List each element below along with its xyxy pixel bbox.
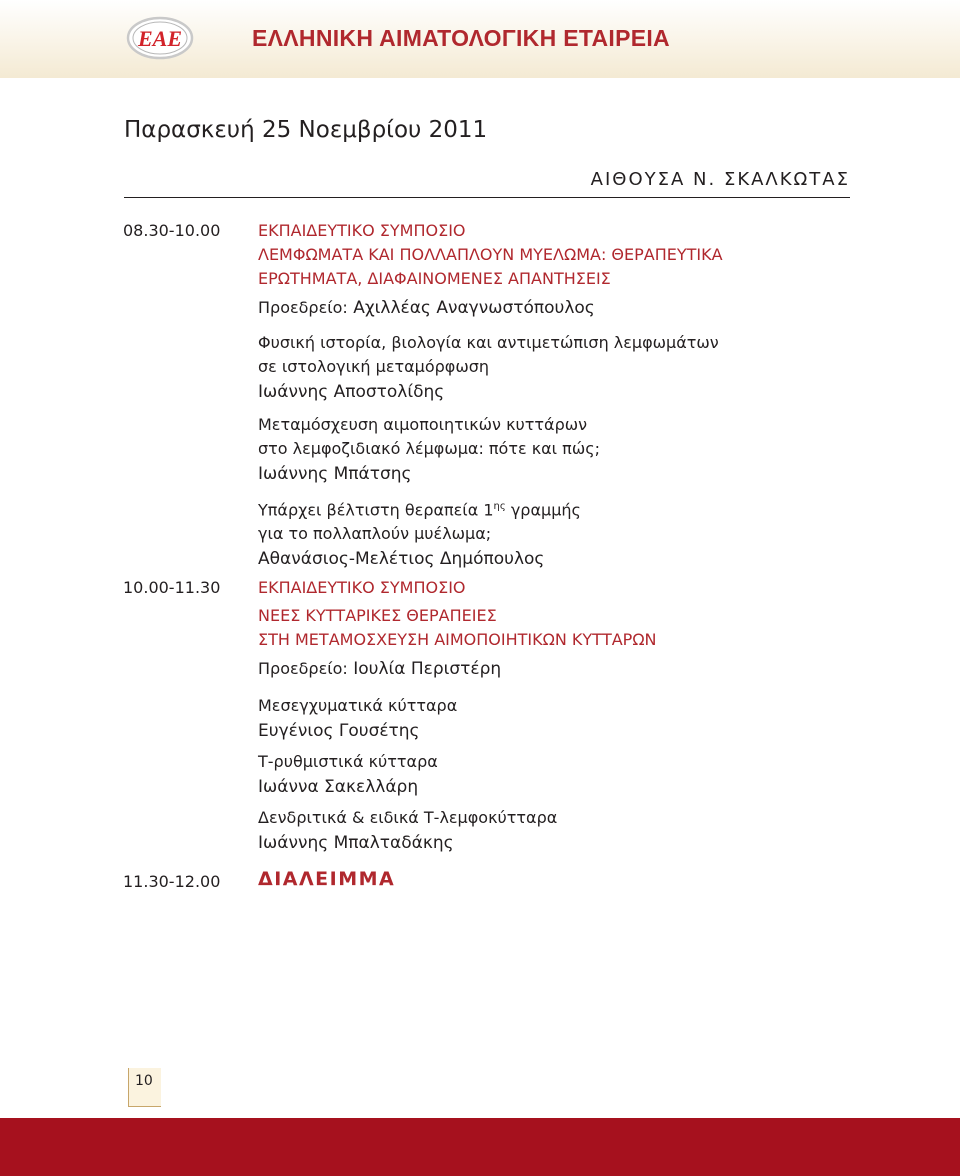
talk-speaker: Ιωάννης Μπάτσης [258, 464, 412, 484]
session-time: 10.00-11.30 [123, 578, 221, 597]
talk-speaker: Ιωάννης Μπαλταδάκης [258, 833, 454, 853]
society-logo [126, 16, 194, 60]
talk-speaker: Ευγένιος Γουσέτης [258, 721, 420, 741]
chair-label: Προεδρείο: [258, 298, 348, 317]
talk [258, 413, 838, 487]
event-date: Παρασκευή 25 Νοεμβρίου 2011 [124, 117, 488, 143]
talk-title: Μεσεγχυματικά κύτταρα [258, 696, 458, 715]
talk-title-line: Φυσική ιστορία, βιολογία και αντιμετώπιση λεμφωμάτων [258, 333, 719, 352]
session-block [258, 868, 838, 890]
session-chair [258, 656, 838, 682]
session-time: 11.30-12.00 [123, 872, 221, 891]
ordinal-suffix: ης [493, 501, 506, 512]
page-number: 10 [135, 1073, 153, 1089]
session-block [258, 576, 838, 856]
talk-title: Τ-ρυθμιστικά κύτταρα [258, 752, 438, 771]
talk-title-line: σε ιστολογική μεταμόρφωση [258, 357, 490, 376]
session-time: 08.30-10.00 [123, 221, 221, 240]
session-block [258, 219, 838, 572]
session-title-line: ΣΤΗ ΜΕΤΑΜΟΣΧΕΥΣΗ ΑΙΜΟΠΟΙΗΤΙΚΩΝ ΚΥΤΤΑΡΩΝ [258, 630, 657, 649]
talk [258, 694, 838, 744]
session-title-line: ΝΕΕΣ ΚΥΤΤΑΡΙΚΕΣ ΘΕΡΑΠΕΙΕΣ [258, 606, 497, 625]
talk-speaker: Αθανάσιος-Μελέτιος Δημόπουλος [258, 549, 545, 570]
talk-title-line [258, 495, 838, 522]
organization-name: ΕΛΛΗΝΙΚΗ ΑΙΜΑΤΟΛΟΓΙΚΗ ΕΤΑΙΡΕΙΑ [252, 25, 670, 51]
chair-name: Αχιλλέας Αναγνωστόπουλος [353, 298, 595, 318]
talk-speaker: Ιωάννης Αποστολίδης [258, 382, 445, 402]
header-band [0, 0, 960, 78]
talk [258, 750, 838, 800]
chair-label: Προεδρείο: [258, 659, 348, 678]
talk-title-text: γραμμής [505, 500, 581, 520]
break-title: ΔΙΑΛΕΙΜΜΑ [258, 868, 396, 890]
hall-divider [124, 197, 850, 198]
page-number-box [128, 1068, 161, 1107]
talk-title-line: στο λεμφοζιδιακό λέμφωμα: πότε και πώς; [258, 439, 600, 458]
talk [258, 331, 838, 405]
talk-title-text: Υπάρχει βέλτιστη θεραπεία 1 [258, 500, 494, 520]
talk-title-line: για το πολλαπλούν μυέλωμα; [258, 524, 492, 544]
session-type: ΕΚΠΑΙΔΕΥΤΙΚΟ ΣΥΜΠΟΣΙΟ [258, 221, 466, 240]
session-type: ΕΚΠΑΙΔΕΥΤΙΚΟ ΣΥΜΠΟΣΙΟ [258, 578, 466, 597]
talk-title: Δενδριτικά & ειδικά Τ-λεμφοκύτταρα [258, 808, 558, 827]
talk [258, 806, 838, 856]
talk-speaker: Ιωάννα Σακελλάρη [258, 777, 419, 797]
talk [258, 495, 838, 572]
footer-band [0, 1118, 960, 1176]
chair-name: Ιουλία Περιστέρη [353, 659, 502, 679]
hall-name: ΑΙΘΟΥΣΑ Ν. ΣΚΑΛΚΩΤΑΣ [590, 169, 850, 190]
talk-title-line: Μεταμόσχευση αιμοποιητικών κυττάρων [258, 415, 588, 434]
svg-text:EAE: EAE [137, 26, 183, 51]
session-title-line: ΛΕΜΦΩΜΑΤΑ ΚΑΙ ΠΟΛΛΑΠΛΟΥΝ ΜΥΕΛΩΜΑ: ΘΕΡΑΠΕΥΤΙΚΑ [258, 245, 723, 264]
session-chair [258, 295, 838, 321]
session-title-line: ΕΡΩΤΗΜΑΤΑ, ΔΙΑΦΑΙΝΟΜΕΝΕΣ ΑΠΑΝΤΗΣΕΙΣ [258, 269, 611, 288]
